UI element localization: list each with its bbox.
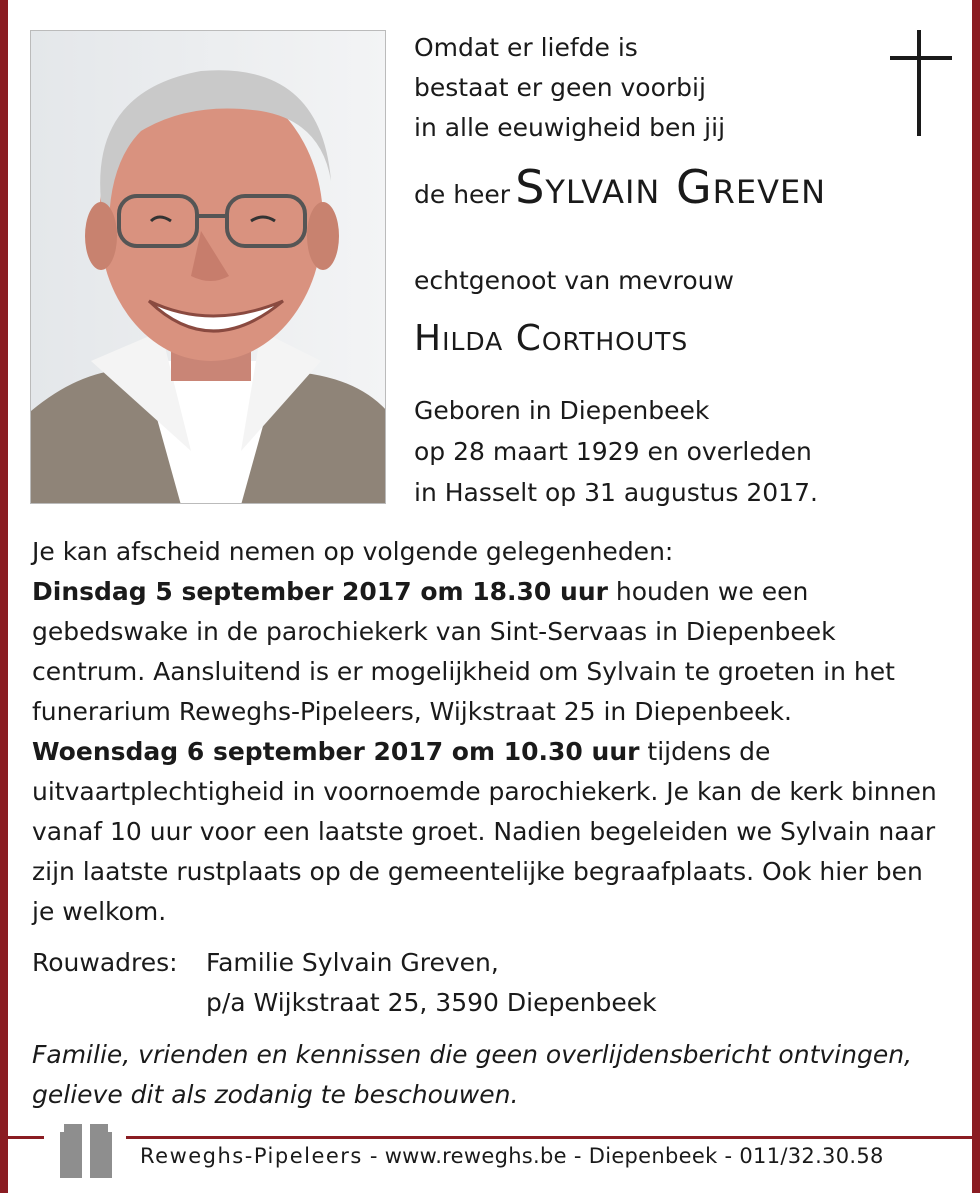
- deceased-prefix: de heer: [414, 180, 511, 209]
- birth-line: Geboren in Diepenbeek: [414, 396, 710, 425]
- farewell-intro: Je kan afscheid nemen op volgende gelegenheden:: [32, 537, 674, 566]
- birth-line: op 28 maart 1929 en overleden: [414, 437, 812, 466]
- event-wake-text: houden we een gebedswake in de parochiekerk van Sint-Servaas in Diepenbeek centrum. Aansluitend is er mogelijkheid om Sylvain te groeten in het funerarium Reweghs-Pipeleers, Wijkstraat 25 in Diepenbeek.: [32, 577, 895, 726]
- address-label: Rouwadres:: [32, 948, 178, 977]
- farewell-details: [32, 532, 952, 932]
- poem-line: in alle eeuwigheid ben jij: [414, 113, 726, 142]
- birth-details: [414, 390, 818, 513]
- right-border: [972, 0, 980, 1193]
- footer-divider: [8, 1136, 44, 1139]
- portrait-photo: [30, 30, 386, 504]
- footer-website[interactable]: www.reweghs.be: [384, 1144, 567, 1168]
- footer-phone: 011/32.30.58: [739, 1144, 884, 1168]
- footer-contact: [140, 1144, 884, 1168]
- address-line: p/a Wijkstraat 25, 3590 Diepenbeek: [206, 988, 657, 1017]
- spouse-name: Hilda Corthouts: [414, 318, 689, 359]
- event-funeral-text: tijdens de uitvaartplechtigheid in voornoemde parochiekerk. Je kan de kerk binnen vanaf 10 uur voor een laatste groet. Nadien begeleiden we Sylvain naar zijn laatste rustplaats op de gemeentelijke begraafplaats. Ook hier ben je welkom.: [32, 737, 937, 926]
- footer-divider: [126, 1136, 972, 1139]
- footer-company: Reweghs-Pipeleers: [140, 1144, 363, 1168]
- event-wake: [32, 572, 952, 732]
- footer-separator: -: [362, 1144, 385, 1168]
- cross-icon: [890, 30, 952, 136]
- event-wake-date: Dinsdag 5 september 2017 om 18.30 uur: [32, 577, 608, 606]
- poem-line: bestaat er geen voorbij: [414, 73, 706, 102]
- poem-line: Omdat er liefde is: [414, 33, 638, 62]
- deceased-name: Sylvain Greven: [515, 160, 827, 214]
- poem: [414, 28, 725, 148]
- footer-city: Diepenbeek: [588, 1144, 718, 1168]
- footer-separator: -: [566, 1144, 589, 1168]
- address-line: Familie Sylvain Greven,: [206, 948, 499, 977]
- footer-separator: -: [717, 1144, 740, 1168]
- deceased-heading: [414, 160, 826, 214]
- left-border: [0, 0, 8, 1193]
- mourning-address: [32, 943, 657, 1023]
- event-funeral-date: Woensdag 6 september 2017 om 10.30 uur: [32, 737, 640, 766]
- spouse-label: echtgenoot van mevrouw: [414, 266, 734, 295]
- funeral-home-logo-icon: [60, 1122, 114, 1178]
- event-funeral: [32, 732, 952, 932]
- closing-note: Familie, vrienden en kennissen die geen overlijdensbericht ontvingen, gelieve dit als zodanig te beschouwen.: [32, 1040, 912, 1109]
- birth-line: in Hasselt op 31 augustus 2017.: [414, 478, 818, 507]
